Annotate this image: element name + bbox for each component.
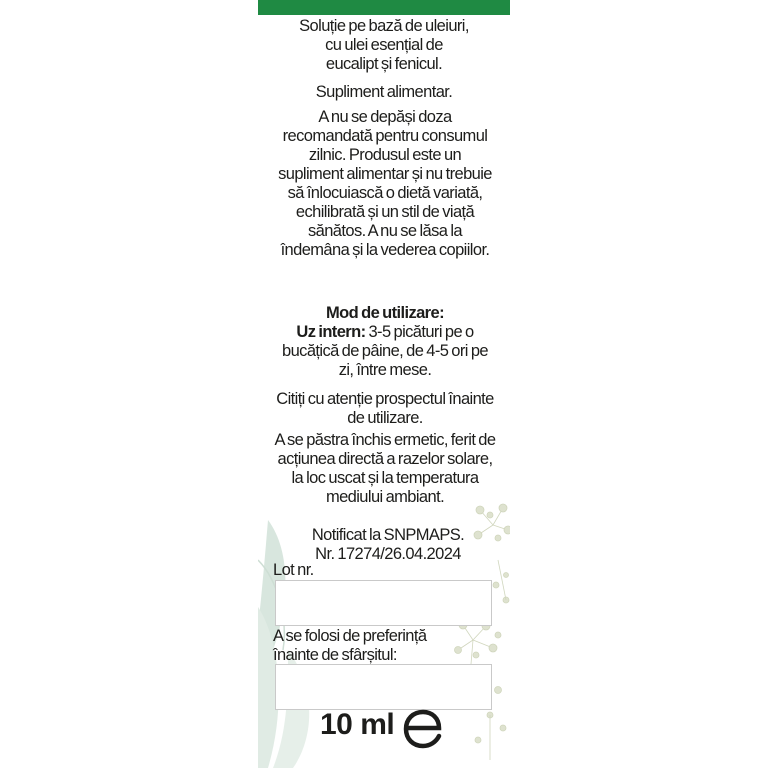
lot-number-box [275,580,492,626]
storage-notice [274,431,496,507]
read-leaflet-text: Citiți cu atenție prospectul înainte de utilizare. [276,390,494,427]
description-line-1: Soluție pe bază de uleiuri, [299,17,469,35]
product-label [258,0,510,768]
usage-title: Mod de utilizare: [326,304,444,322]
product-description [272,17,496,74]
leaflet-notice [274,390,496,428]
best-before-box [275,664,492,710]
usage-text: 3-5 picături pe o bucățică de pâine, de 4-5 ori pe zi, între mese. [282,323,488,379]
best-before-line-2: înainte de sfârșitul: [273,646,397,664]
warning-notice [276,108,494,260]
storage-text: A se păstra închis ermetic, ferit de acțiunea directă a razelor solare, la loc uscat și la temperatura mediului ambiant. [274,431,496,506]
description-line-3: eucalipt și fenicul. [325,55,443,73]
supplement-text: Supliment alimentar. [315,83,453,101]
notification-info [288,526,488,564]
best-before-line-1: A se folosi de preferință [273,627,427,645]
usage-section [274,304,496,380]
volume-text: 10 ml [320,708,395,741]
lot-label: Lot nr. [273,561,314,579]
best-before-label [273,627,426,665]
supplement-notice [272,83,496,102]
warning-text: A nu se depăși doza recomandată pentru consumul zilnic. Produsul este un supliment alimentar și nu trebuie să înlocuiască o dietă variată, echilibrată și un stil de viață sănătos. A nu se lăsa la îndemâna și la vederea copiilor. [278,108,492,259]
notified-line-2: Nr. 17274/26.04.2024 [315,545,461,563]
e-mark-icon [401,706,445,750]
notified-line-1: Notificat la SNPMAPS. [311,526,465,544]
usage-label: Uz intern: [296,323,366,341]
description-line-2: cu ulei esențial de [325,36,443,54]
